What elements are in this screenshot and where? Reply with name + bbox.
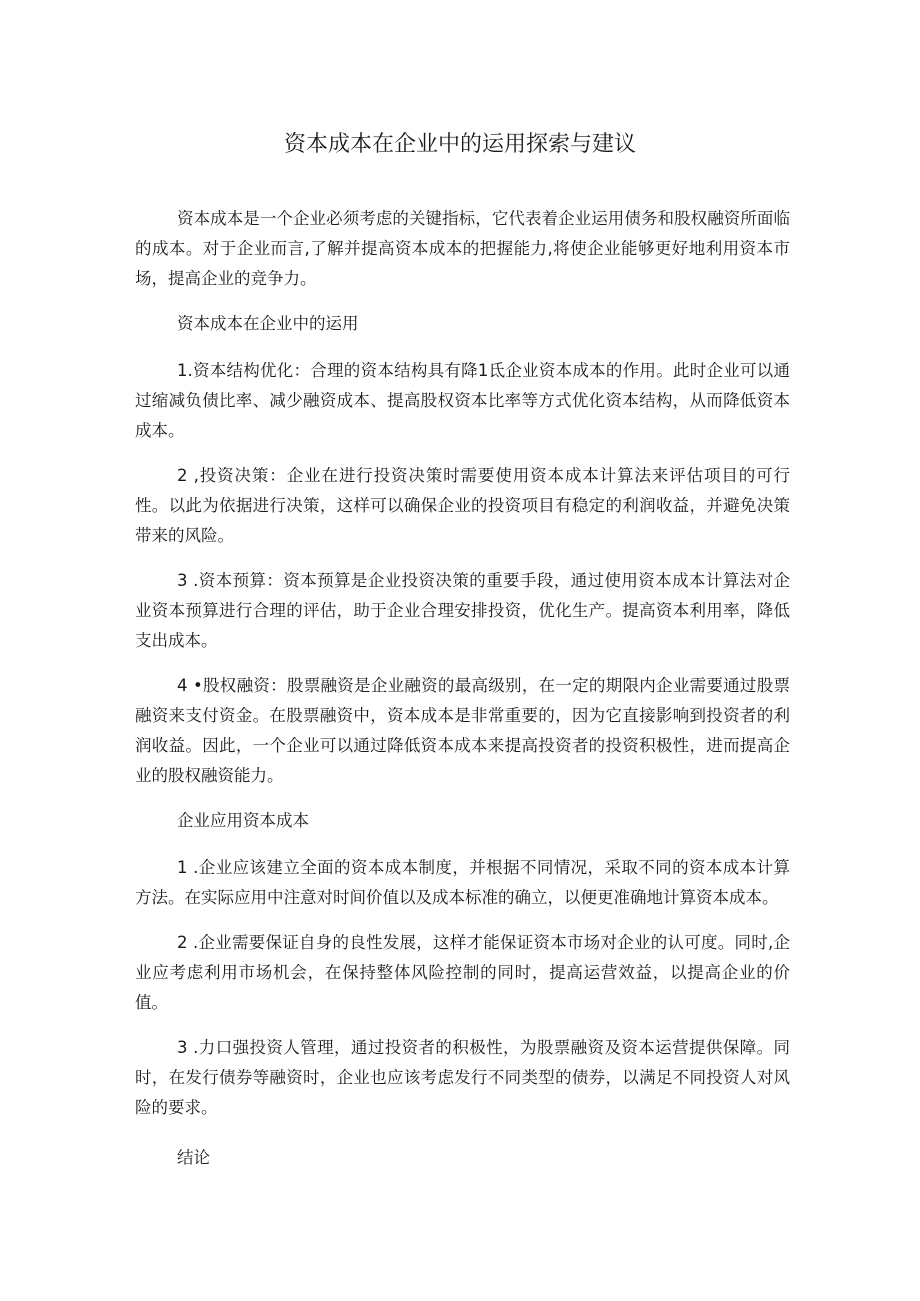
application-item-2: 2 .企业需要保证自身的良性发展，这样才能保证资本市场对企业的认可度。同时,企业应考虑利用市场机会，在保持整体风险控制的同时，提高运营效益，以提高企业的价值。 xyxy=(135,933,790,1012)
section-heading-conclusion: 结论 xyxy=(177,1148,210,1167)
document-body xyxy=(135,204,790,1190)
section-heading-application: 企业应用资本成本 xyxy=(177,811,309,830)
section-heading-usage: 资本成本在企业中的运用 xyxy=(177,314,359,333)
document-title: 资本成本在企业中的运用探索与建议 xyxy=(283,132,636,157)
application-item-3: 3 .力口强投资人管理，通过投资者的积极性，为股票融资及资本运营提供保障。同时，在发行债券等融资时，企业也应该考虑发行不同类型的债券，以满足不同投资人对风险的要求。 xyxy=(135,1038,790,1117)
application-item-1: 1 .企业应该建立全面的资本成本制度，并根据不同情况，采取不同的资本成本计算方法。在实际应用中注意对时间价值以及成本标准的确立，以便更准确地计算资本成本。 xyxy=(135,858,790,907)
usage-item-1: 1.资本结构优化：合理的资本结构具有降1氐企业资本成本的作用。此时企业可以通过缩减负债比率、减少融资成本、提高股权资本比率等方式优化资本结构，从而降低资本成本。 xyxy=(135,361,790,440)
usage-item-2: 2 ,投资决策：企业在进行投资决策时需要使用资本成本计算法来评估项目的可行性。以此为依据进行决策，这样可以确保企业的投资项目有稳定的利润收益，并避免决策带来的风险。 xyxy=(135,466,790,545)
usage-item-4: 4 •股权融资：股票融资是企业融资的最高级别，在一定的期限内企业需要通过股票融资来支付资金。在股票融资中，资本成本是非常重要的，因为它直接影响到投资者的利润收益。因此，一个企业可以通过降低资本成本来提高投资者的投资积极性，进而提高企业的股权融资能力。 xyxy=(135,676,790,785)
intro-paragraph: 资本成本是一个企业必须考虑的关键指标，它代表着企业运用债务和股权融资所面临的成本。对于企业而言,了解并提高资本成本的把握能力,将使企业能够更好地利用资本市场，提高企业的竞争力。 xyxy=(135,209,790,288)
usage-item-3: 3 .资本预算：资本预算是企业投资决策的重要手段，通过使用资本成本计算法对企业资本预算进行合理的评估，助于企业合理安排投资，优化生产。提高资本利用率，降低支出成本。 xyxy=(135,571,790,650)
